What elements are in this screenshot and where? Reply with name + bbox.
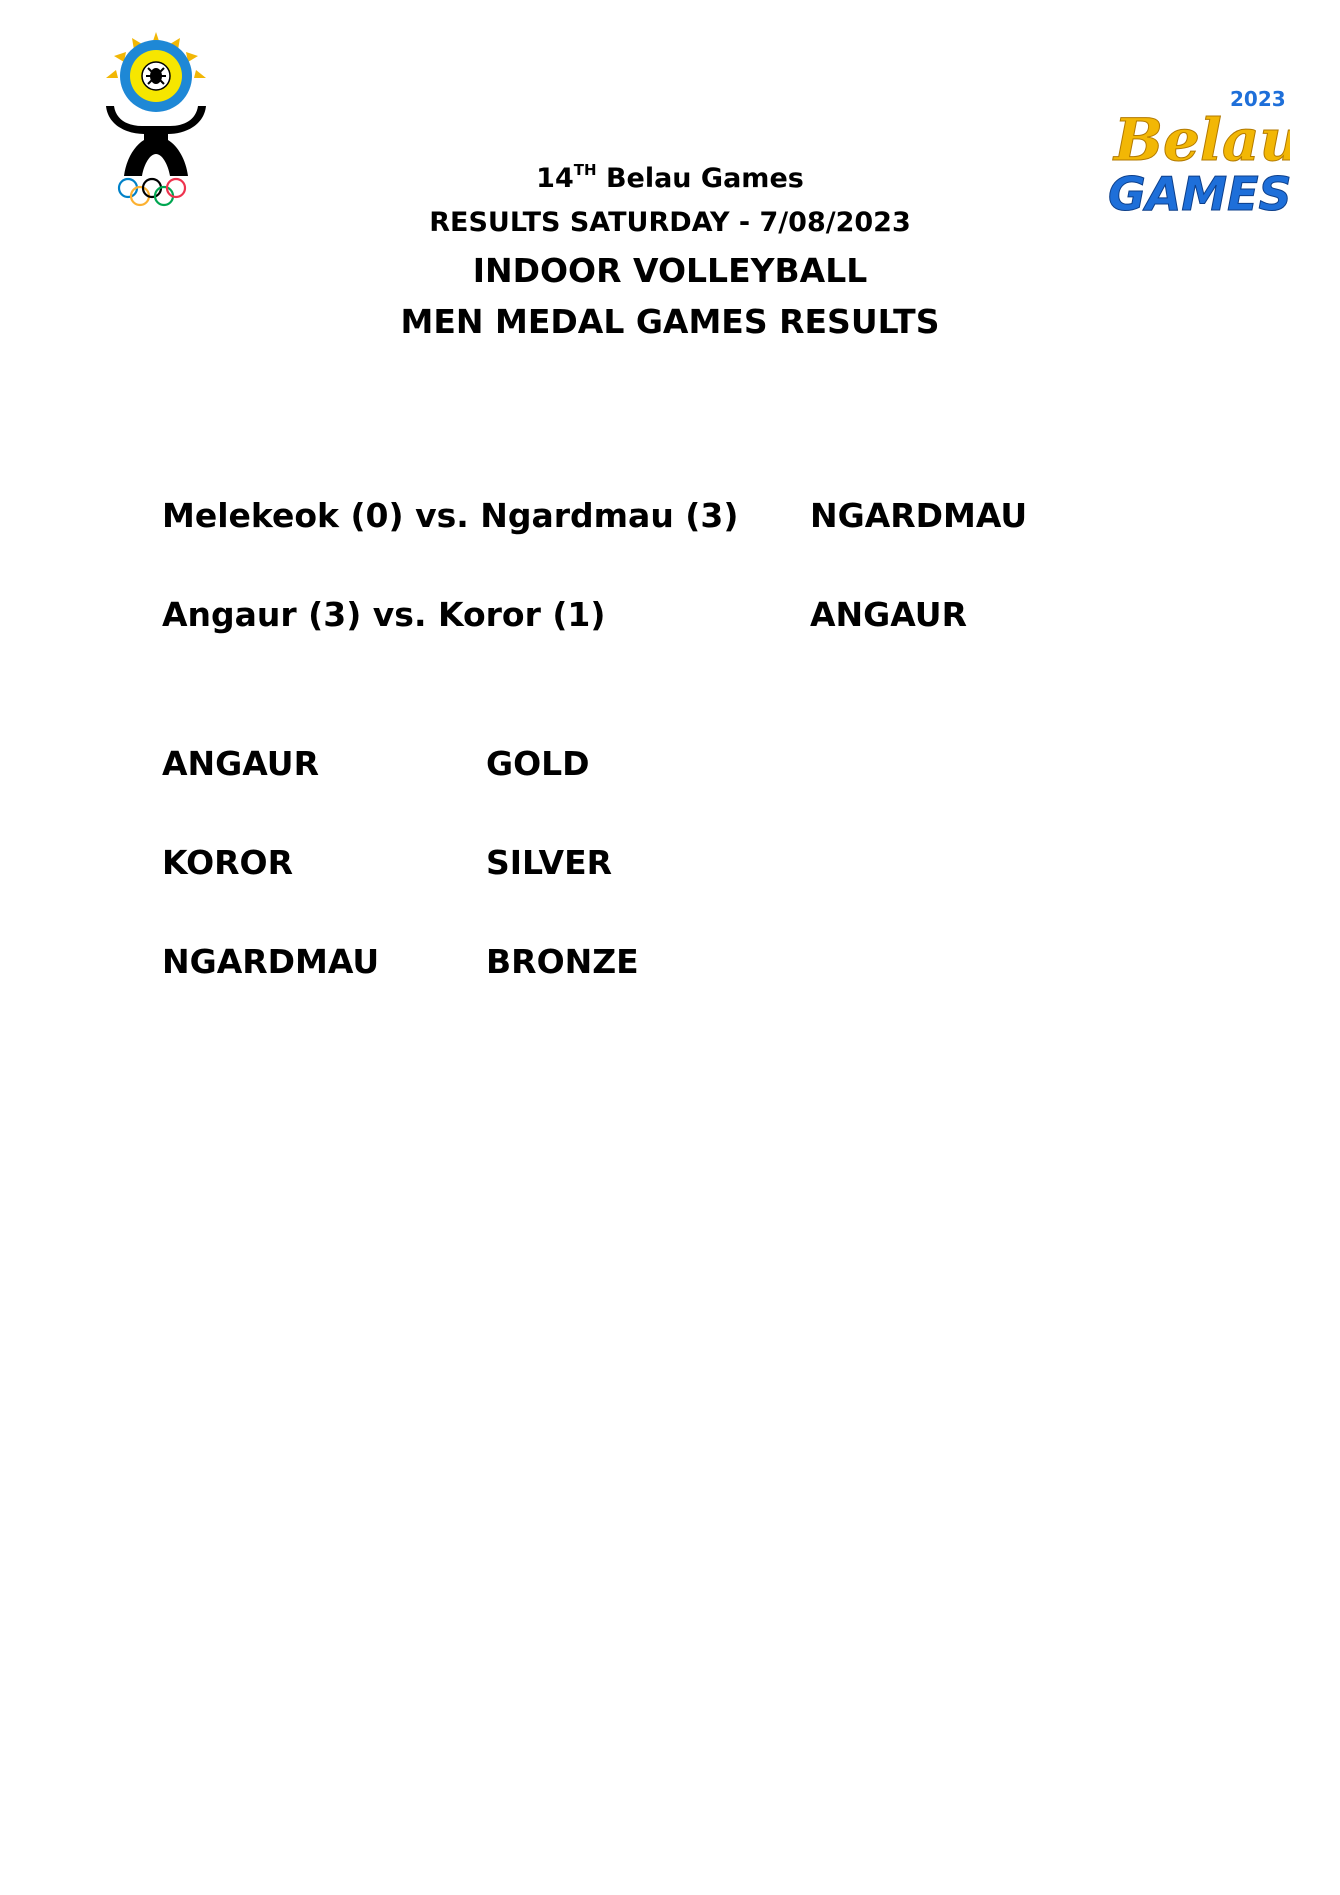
results-day: RESULTS SATURDAY - 7/08/2023 — [429, 207, 911, 238]
match-result-2: Angaur (3) vs. Koror (1) — [162, 595, 606, 634]
medal-team-2: KOROR — [162, 843, 294, 882]
event-title — [0, 163, 1340, 194]
match-result-1: Melekeok (0) vs. Ngardmau (3) — [162, 496, 739, 535]
sport-title: INDOOR VOLLEYBALL — [472, 251, 868, 290]
match-winner-1: NGARDMAU — [810, 496, 1028, 535]
logo-games: GAMES — [1108, 167, 1290, 220]
medal-team-1: ANGAUR — [162, 744, 319, 783]
belau-games-logo — [1108, 80, 1290, 220]
edition-suffix: TH — [573, 161, 597, 179]
medal-type-2: SILVER — [486, 843, 613, 882]
event-name: Belau Games — [605, 163, 804, 194]
medal-type-1: GOLD — [486, 744, 590, 783]
edition-number: 14 — [536, 163, 574, 194]
logo-belau: Belau — [1114, 106, 1290, 174]
logo-year: 2023 — [1230, 87, 1286, 111]
category-title: MEN MEDAL GAMES RESULTS — [400, 302, 940, 341]
match-winner-2: ANGAUR — [810, 595, 967, 634]
spider-icon — [146, 68, 166, 84]
medal-type-3: BRONZE — [486, 942, 639, 981]
medal-team-3: NGARDMAU — [162, 942, 380, 981]
